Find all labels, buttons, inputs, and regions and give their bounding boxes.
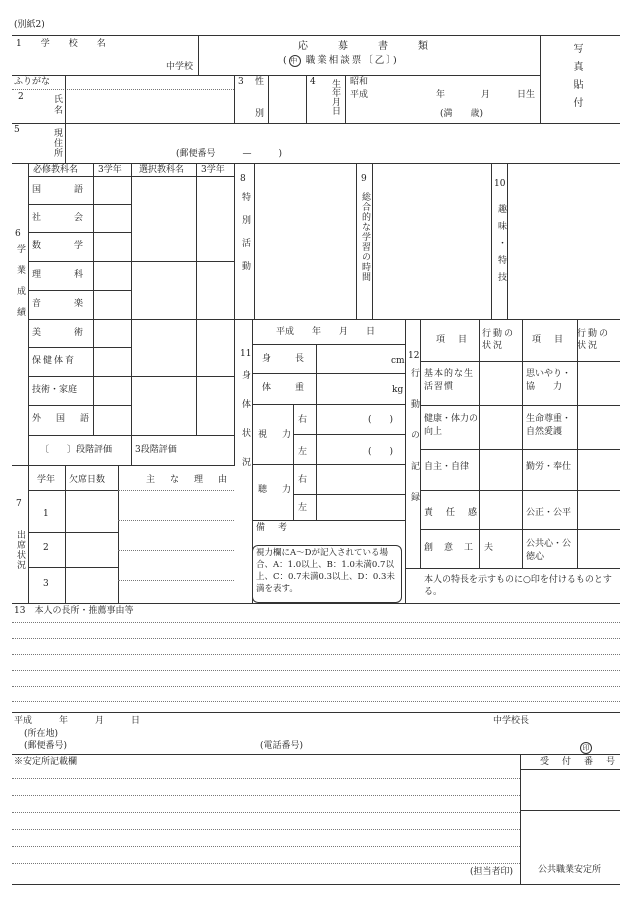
header-grade-year: 学年 xyxy=(37,475,56,485)
behavior-item-fairness: 公正・公平 xyxy=(526,508,572,518)
staff-seal-label: (担当者印) xyxy=(470,867,514,877)
vision-right-value: ( ) xyxy=(368,415,394,425)
hobby-number: 10 xyxy=(494,179,506,189)
behavior-item-life-respect: 生命尊重・自然愛護 xyxy=(526,414,572,437)
subject-music: 音 楽 xyxy=(32,299,89,309)
location-label: (所在地) xyxy=(24,729,59,739)
behavior-label: 行動の記録 xyxy=(409,368,419,523)
stamp-mark: 中 xyxy=(290,57,300,65)
behavior-item-responsibility: 責 任 感 xyxy=(424,508,480,518)
vision-label: 視 力 xyxy=(258,430,295,440)
subject-math: 数 学 xyxy=(32,241,89,251)
sex-label-a: 性 xyxy=(255,77,265,87)
principal-label: 中学校長 xyxy=(493,716,530,726)
header-item-left: 項 目 xyxy=(436,335,470,345)
hearing-label: 聴 力 xyxy=(258,485,295,495)
seal-mark: 印 xyxy=(580,742,592,754)
height-label: 身 長 xyxy=(262,354,307,364)
integrated-label: 総合的な学習の時間 xyxy=(360,192,370,282)
header-status-left: 行動の状況 xyxy=(482,329,516,351)
grades-number: 6 xyxy=(15,229,21,239)
behavior-item-habits: 基本的な生活習慣 xyxy=(424,369,475,392)
grades-label: 学業成績 xyxy=(15,244,25,328)
attendance-year-3: 3 xyxy=(43,579,49,589)
subject-japanese: 国 語 xyxy=(32,185,89,195)
subject-tech-home: 技術・家庭 xyxy=(32,385,78,395)
behavior-footnote: 本人の特長を示すものに○印を付けるものとする。 xyxy=(424,575,612,597)
scale-free: 〔 〕段階評価 xyxy=(40,445,113,455)
body-label: 身体状況 xyxy=(240,370,250,486)
address-postal: (郵便番号 — ) xyxy=(176,149,283,159)
birth-month: 月 xyxy=(481,90,491,100)
footer-phone: (電話番号) xyxy=(260,741,304,751)
name-number: 2 xyxy=(18,92,24,102)
birth-number: 4 xyxy=(310,77,316,87)
age-field: (満 歳) xyxy=(440,109,484,119)
document-subtitle: ( 中 職業相談票〔乙〕) xyxy=(283,55,399,66)
behavior-number: 12 xyxy=(408,351,420,361)
sex-label-b: 別 xyxy=(255,109,265,119)
remarks-label: 備 考 xyxy=(256,523,290,533)
subject-pe: 保健体育 xyxy=(32,356,77,366)
document-title: 応 募 書 類 xyxy=(298,41,438,52)
office-use-label: ※安定所記載欄 xyxy=(14,757,78,767)
issue-date: 平成 年 月 日 xyxy=(14,716,141,726)
vision-left-value: ( ) xyxy=(368,447,394,457)
behavior-item-creativity: 創 意 工 夫 xyxy=(424,543,495,553)
header-item-right: 項 目 xyxy=(532,335,566,345)
behavior-item-autonomy: 自主・自律 xyxy=(424,462,470,472)
receipt-number-label: 受 付 番 号 xyxy=(540,757,618,767)
special-label: 特別活動 xyxy=(240,192,250,284)
attendance-number: 7 xyxy=(16,499,22,509)
annex-label: (別紙2) xyxy=(14,20,45,30)
birth-year: 年 xyxy=(436,90,446,100)
behavior-item-public-spirit: 公共心・公徳心 xyxy=(526,539,572,562)
attendance-year-1: 1 xyxy=(43,509,49,519)
sex-number: 3 xyxy=(238,77,244,87)
behavior-item-service: 勤労・奉仕 xyxy=(526,462,572,472)
recommendation-label: 13 本人の長所・推薦事由等 xyxy=(14,606,134,616)
scale-three: 3段階評価 xyxy=(135,445,177,455)
hobby-label: 趣味・特技 xyxy=(496,204,506,289)
name-label: 氏名 xyxy=(52,94,62,116)
special-number: 8 xyxy=(240,174,246,184)
school-name-label: 1 学 校 名 xyxy=(16,39,111,49)
hearing-right-label: 右 xyxy=(298,475,308,485)
header-absent-days: 欠席日数 xyxy=(69,475,106,485)
school-suffix: 中学校 xyxy=(166,62,194,72)
birth-label: 生年月日 xyxy=(330,79,340,115)
behavior-item-health: 健康・体力の向上 xyxy=(424,414,479,437)
behavior-item-compassion: 思いやり・協 力 xyxy=(526,369,572,392)
weight-label: 体 重 xyxy=(262,383,307,393)
attendance-label: 出席状況 xyxy=(15,530,25,570)
vision-left-label: 左 xyxy=(298,447,308,457)
header-main-reason: 主 な 理 由 xyxy=(146,475,231,485)
era-heisei: 平成 xyxy=(350,90,369,100)
birth-day: 日生 xyxy=(517,90,536,100)
measure-date: 平成 年 月 日 xyxy=(276,327,376,337)
height-unit: cm xyxy=(391,356,405,366)
header-year3-b: 3学年 xyxy=(201,165,225,175)
attendance-year-2: 2 xyxy=(43,543,49,553)
photo-box: 写真貼付 xyxy=(571,43,582,115)
hearing-left-label: 左 xyxy=(298,503,308,513)
body-number: 11 xyxy=(240,349,252,359)
header-elective-subject: 選択教科名 xyxy=(139,165,185,175)
integrated-number: 9 xyxy=(361,174,367,184)
subject-foreign-language: 外 国 語 xyxy=(32,414,93,424)
employment-office-label: 公共職業安定所 xyxy=(538,865,602,875)
subject-art: 美 術 xyxy=(32,328,89,338)
weight-unit: kg xyxy=(392,385,404,395)
footer-postal: (郵便番号) xyxy=(24,741,68,751)
furigana-label: ふりがな xyxy=(14,77,51,87)
header-status-right: 行動の状況 xyxy=(577,329,611,351)
vision-right-label: 右 xyxy=(298,415,308,425)
subject-science: 理 科 xyxy=(32,270,89,280)
era-showa: 昭和 xyxy=(350,77,369,87)
address-number: 5 xyxy=(14,125,20,135)
header-required-subject: 必修教科名 xyxy=(33,165,79,175)
address-label: 現住所 xyxy=(52,128,62,158)
vision-note: 視力欄にA〜Dが記入されている場合、A：1.0以上、B：1.0未満0.7以上、C：0.7未満0.3以上、D：0.3未満を表す。 xyxy=(252,545,402,603)
header-year3-a: 3学年 xyxy=(98,165,122,175)
subject-social: 社 会 xyxy=(32,213,89,223)
